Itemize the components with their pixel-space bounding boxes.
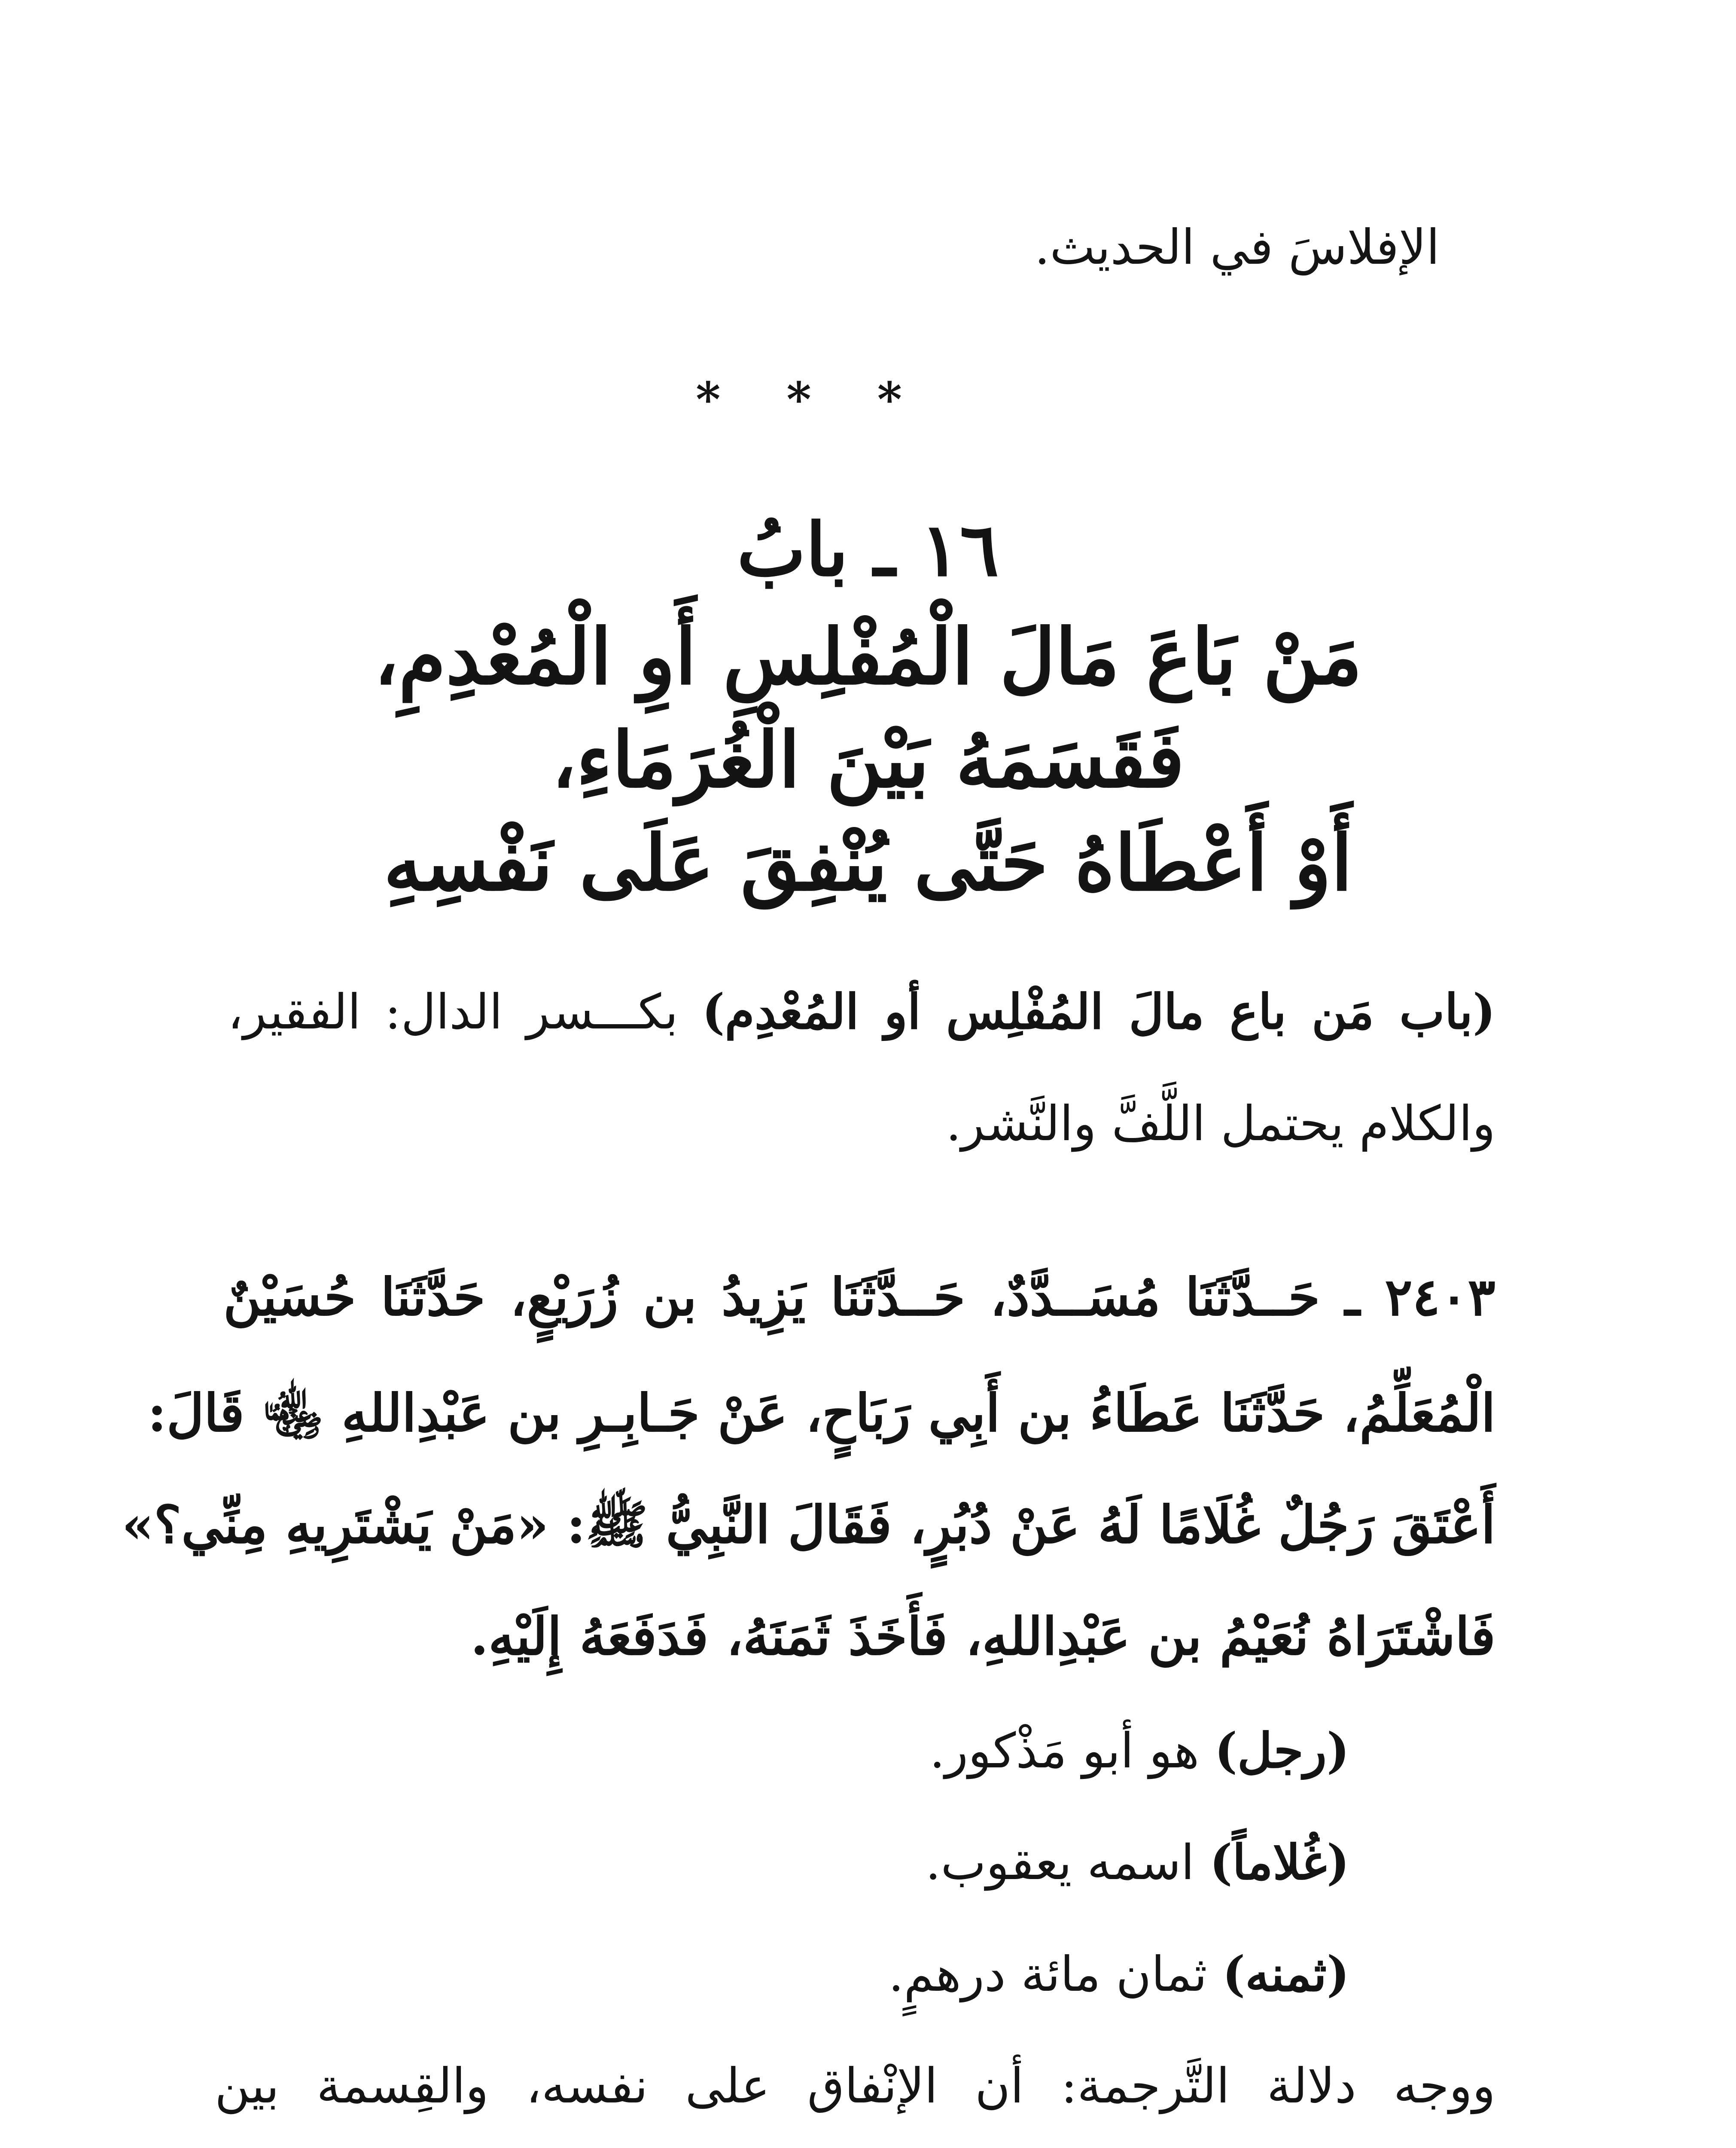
note-term: (ثمنه) [1222, 1946, 1349, 2002]
chapter-title-line-2: فَقَسَمَهُ بَيْنَ الْغُرَمَاءِ، [551, 715, 1185, 805]
commentary-line-2: والكلام يحتمل اللَّفَّ والنَّشر. [946, 1096, 1495, 1152]
running-text: الإفلاسَ في الحديث. [1034, 220, 1440, 275]
commentary-line-1 [228, 984, 1495, 1040]
section-separator [696, 369, 902, 430]
chapter-number: ١٦ ـ بابُ [737, 507, 999, 593]
separator-star: * [786, 372, 811, 427]
hadith-line-3: أَعْتَقَ رَجُلٌ غُلَامًا لَهُ عَنْ دُبُرٍ، فَقَالَ النَّبِيُّ ﷺ: «مَنْ يَشْتَرِيهِ مِنِّي؟» [122, 1495, 1495, 1555]
hadith-line-1: ٢٤٠٣ ـ حَــدَّثَنَا مُسَــدَّدٌ، حَــدَّثَنَا يَزِيدُ بن زُرَيْعٍ، حَدَّثَنَا حُسَيْنٌ [223, 1267, 1495, 1327]
hadith-line-2: الْمُعَلِّمُ، حَدَّثَنَا عَطَاءُ بن أَبِي رَبَاحٍ، عَنْ جَـابِـرِ بن عَبْدِاللهِ ﵄ قَالَ: [147, 1383, 1495, 1443]
chapter-title-line-3: أَوْ أَعْطَاهُ حَتَّى يُنْفِقَ عَلَى نَفْسِهِ [384, 818, 1352, 908]
commentary-quote: (باب مَن باع مالَ المُفْلِس أو المُعْدِم) [702, 984, 1495, 1040]
note-text: اسمه يعقوب. [925, 1835, 1194, 1891]
note-item [925, 1834, 1349, 1891]
note-item [929, 1723, 1349, 1779]
conclusion-line-1: ووجه دلالة التَّرجمة: أن الإنْفاق على نفسه، والقِسمة بين [215, 2058, 1495, 2114]
separator-star: * [696, 372, 721, 427]
hadith-line-4: فَاشْتَرَاهُ نُعَيْمُ بن عَبْدِاللهِ، فَأَخَذَ ثَمَنَهُ، فَدَفَعَهُ إِلَيْهِ. [470, 1606, 1495, 1667]
chapter-title-line-1: مَنْ بَاعَ مَالَ الْمُفْلِسِ أَوِ الْمُعْدِمِ، [374, 612, 1362, 702]
note-text: هو أبو مَذْكور. [929, 1723, 1200, 1779]
separator-star: * [877, 372, 902, 427]
note-term: (رجل) [1214, 1723, 1349, 1779]
note-item [888, 1946, 1349, 2002]
note-text: ثمان مائة درهمٍ. [888, 1947, 1207, 2002]
note-term: (غُلاماً) [1209, 1834, 1349, 1891]
commentary-text: بكـــسر الدال: الفقير، [228, 984, 678, 1040]
